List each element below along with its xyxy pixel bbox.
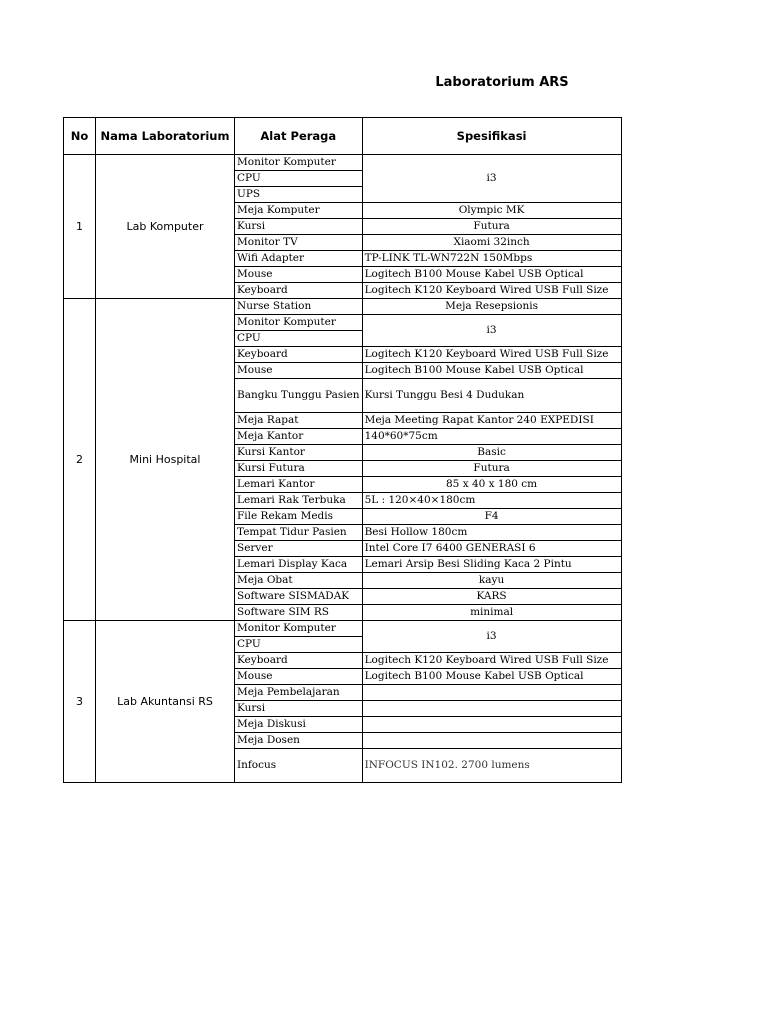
table-row bbox=[64, 299, 622, 315]
alat-peraga-cell: Mouse bbox=[235, 363, 363, 379]
spesifikasi-cell bbox=[362, 685, 621, 701]
alat-peraga-cell: File Rekam Medis bbox=[235, 509, 363, 525]
alat-peraga-cell: Lemari Display Kaca bbox=[235, 557, 363, 573]
spesifikasi-cell: F4 bbox=[362, 509, 621, 525]
table-row bbox=[64, 621, 622, 637]
alat-peraga-cell: Nurse Station bbox=[235, 299, 363, 315]
alat-peraga-cell: Meja Komputer bbox=[235, 203, 363, 219]
alat-peraga-cell: Meja Rapat bbox=[235, 413, 363, 429]
alat-peraga-cell: Meja Dosen bbox=[235, 733, 363, 749]
alat-peraga-cell: Kursi bbox=[235, 219, 363, 235]
alat-peraga-cell: CPU bbox=[235, 331, 363, 347]
alat-peraga-cell: Software SISMADAK bbox=[235, 589, 363, 605]
alat-peraga-cell: Kursi Futura bbox=[235, 461, 363, 477]
spesifikasi-cell bbox=[362, 717, 621, 733]
alat-peraga-cell: Monitor TV bbox=[235, 235, 363, 251]
spesifikasi-cell: Logitech K120 Keyboard Wired USB Full Size bbox=[362, 653, 621, 669]
spesifikasi-cell: Futura bbox=[362, 461, 621, 477]
header-no: No bbox=[64, 118, 96, 155]
alat-peraga-cell: Meja Kantor bbox=[235, 429, 363, 445]
alat-peraga-cell: Kursi bbox=[235, 701, 363, 717]
alat-peraga-cell: Server bbox=[235, 541, 363, 557]
header-nama-laboratorium: Nama Laboratorium bbox=[96, 118, 235, 155]
spesifikasi-cell: Basic bbox=[362, 445, 621, 461]
spesifikasi-cell: Logitech B100 Mouse Kabel USB Optical bbox=[362, 363, 621, 379]
alat-peraga-cell: Mouse bbox=[235, 669, 363, 685]
lab-name: Lab Akuntansi RS bbox=[96, 621, 235, 783]
spesifikasi-cell: i3 bbox=[362, 621, 621, 653]
alat-peraga-cell: Monitor Komputer bbox=[235, 155, 363, 171]
alat-peraga-cell: Lemari Rak Terbuka bbox=[235, 493, 363, 509]
alat-peraga-cell: Monitor Komputer bbox=[235, 621, 363, 637]
spesifikasi-cell: Meja Resepsionis bbox=[362, 299, 621, 315]
alat-peraga-cell: Keyboard bbox=[235, 653, 363, 669]
alat-peraga-cell: CPU bbox=[235, 171, 363, 187]
table-body bbox=[64, 155, 622, 783]
lab-number: 2 bbox=[64, 299, 96, 621]
lab-equipment-table bbox=[63, 117, 622, 783]
table-header-row bbox=[64, 118, 622, 155]
spesifikasi-cell bbox=[362, 701, 621, 717]
spesifikasi-cell: INFOCUS IN102. 2700 lumens bbox=[362, 749, 621, 783]
alat-peraga-cell: Infocus bbox=[235, 749, 363, 783]
alat-peraga-cell: Meja Obat bbox=[235, 573, 363, 589]
spesifikasi-cell: Xiaomi 32inch bbox=[362, 235, 621, 251]
spesifikasi-cell: 85 x 40 x 180 cm bbox=[362, 477, 621, 493]
spesifikasi-cell: Lemari Arsip Besi Sliding Kaca 2 Pintu bbox=[362, 557, 621, 573]
spesifikasi-cell: TP-LINK TL-WN722N 150Mbps bbox=[362, 251, 621, 267]
alat-peraga-cell: Meja Diskusi bbox=[235, 717, 363, 733]
alat-peraga-cell: CPU bbox=[235, 637, 363, 653]
spesifikasi-cell: Logitech K120 Keyboard Wired USB Full Size bbox=[362, 347, 621, 363]
spesifikasi-cell: Futura bbox=[362, 219, 621, 235]
spesifikasi-cell: Meja Meeting Rapat Kantor 240 EXPEDISI bbox=[362, 413, 621, 429]
spesifikasi-cell: Logitech B100 Mouse Kabel USB Optical bbox=[362, 267, 621, 283]
table-row bbox=[64, 155, 622, 171]
spesifikasi-cell: Intel Core I7 6400 GENERASI 6 bbox=[362, 541, 621, 557]
alat-peraga-cell: Monitor Komputer bbox=[235, 315, 363, 331]
spesifikasi-cell: 140*60*75cm bbox=[362, 429, 621, 445]
alat-peraga-cell: Meja Pembelajaran bbox=[235, 685, 363, 701]
alat-peraga-cell: Keyboard bbox=[235, 283, 363, 299]
alat-peraga-cell: Kursi Kantor bbox=[235, 445, 363, 461]
spesifikasi-cell: Olympic MK bbox=[362, 203, 621, 219]
spesifikasi-cell: Besi Hollow 180cm bbox=[362, 525, 621, 541]
alat-peraga-cell: Keyboard bbox=[235, 347, 363, 363]
alat-peraga-cell: Wifi Adapter bbox=[235, 251, 363, 267]
spesifikasi-cell: KARS bbox=[362, 589, 621, 605]
lab-number: 1 bbox=[64, 155, 96, 299]
alat-peraga-cell: Bangku Tunggu Pasien bbox=[235, 379, 363, 413]
alat-peraga-cell: Mouse bbox=[235, 267, 363, 283]
alat-peraga-cell: UPS bbox=[235, 187, 363, 203]
page-title: Laboratorium ARS bbox=[435, 75, 569, 90]
lab-number: 3 bbox=[64, 621, 96, 783]
lab-name: Mini Hospital bbox=[96, 299, 235, 621]
alat-peraga-cell: Lemari Kantor bbox=[235, 477, 363, 493]
spesifikasi-cell: Logitech K120 Keyboard Wired USB Full Size bbox=[362, 283, 621, 299]
lab-name: Lab Komputer bbox=[96, 155, 235, 299]
spesifikasi-cell: Kursi Tunggu Besi 4 Dudukan bbox=[362, 379, 621, 413]
alat-peraga-cell: Software SIM RS bbox=[235, 605, 363, 621]
spesifikasi-cell: 5L : 120×40×180cm bbox=[362, 493, 621, 509]
spesifikasi-cell bbox=[362, 733, 621, 749]
header-spesifikasi: Spesifikasi bbox=[362, 118, 621, 155]
spesifikasi-cell: Logitech B100 Mouse Kabel USB Optical bbox=[362, 669, 621, 685]
alat-peraga-cell: Tempat Tidur Pasien bbox=[235, 525, 363, 541]
header-alat-peraga: Alat Peraga bbox=[235, 118, 363, 155]
spesifikasi-cell: i3 bbox=[362, 155, 621, 203]
spesifikasi-cell: minimal bbox=[362, 605, 621, 621]
spesifikasi-cell: kayu bbox=[362, 573, 621, 589]
spesifikasi-cell: i3 bbox=[362, 315, 621, 347]
